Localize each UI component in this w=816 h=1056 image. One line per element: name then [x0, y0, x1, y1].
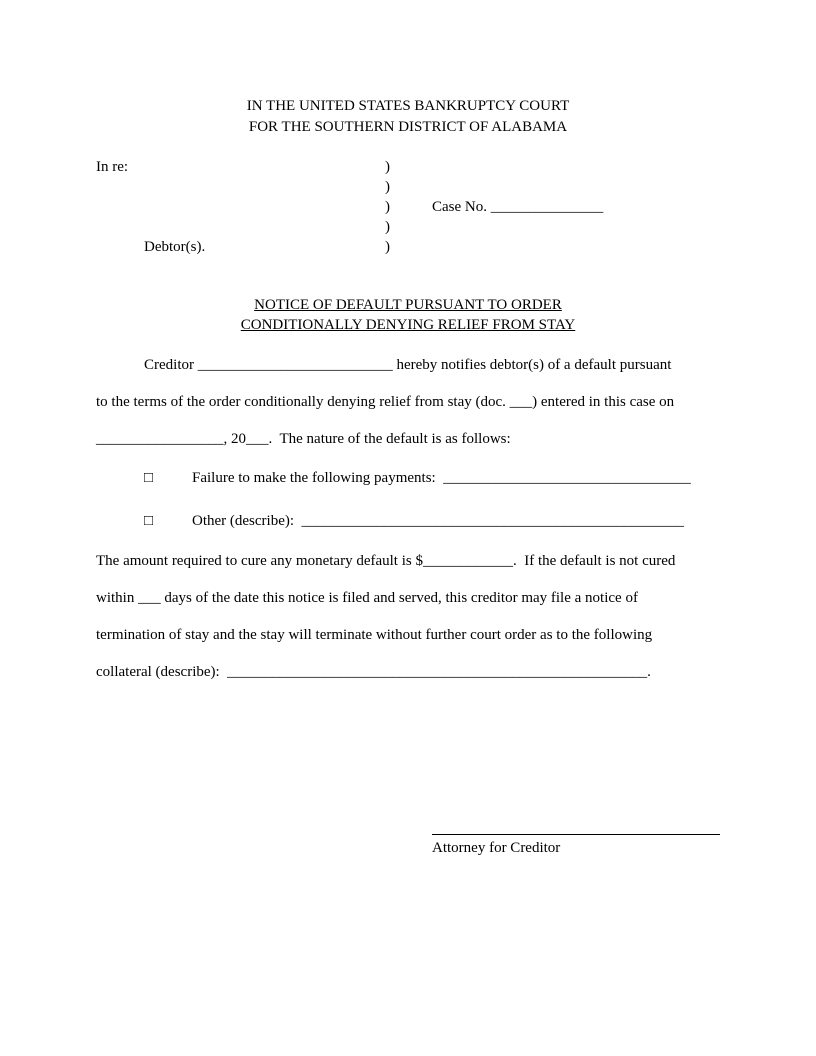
court-name-line2: FOR THE SOUTHERN DISTRICT OF ALABAMA	[248, 119, 568, 135]
court-name-line1: IN THE UNITED STATES BANKRUPTCY COURT	[246, 98, 570, 114]
body-paragraph2-line2: within ___ days of the date this notice is filed and served, this creditor may file a notice of	[96, 590, 638, 606]
signature-line	[432, 834, 720, 835]
body-paragraph1-line2: to the terms of the order conditionally denying relief from stay (doc. ___) entered in this case on	[96, 394, 675, 410]
caption-paren-4: )	[385, 219, 390, 235]
caption-paren-3: )	[385, 199, 390, 215]
checkbox-icon: □	[144, 513, 154, 529]
notice-title-line1: NOTICE OF DEFAULT PURSUANT TO ORDER	[254, 297, 562, 313]
signature-label: Attorney for Creditor	[432, 840, 561, 856]
notice-title-line2: CONDITIONALLY DENYING RELIEF FROM STAY	[240, 317, 576, 333]
body-paragraph1-line3: _________________, 20___. The nature of the default is as follows:	[96, 431, 511, 447]
body-paragraph2-line4: collateral (describe): ________________________________________________________.	[96, 664, 651, 680]
option-other: Other (describe): ___________________________________________________	[192, 513, 685, 529]
checkbox-icon: □	[144, 470, 154, 486]
caption-paren-2: )	[385, 179, 390, 195]
case-number-field: Case No. _______________	[432, 199, 604, 215]
caption-paren-1: )	[385, 159, 390, 175]
body-paragraph2-line1: The amount required to cure any monetary default is $____________. If the default is not cured	[96, 553, 676, 569]
body-paragraph2-line3: termination of stay and the stay will terminate without further court order as to the following	[96, 627, 653, 643]
debtor-label: Debtor(s).	[144, 239, 206, 255]
caption-paren-5: )	[385, 239, 390, 255]
body-paragraph1-line1: Creditor __________________________ hereby notifies debtor(s) of a default pursuant	[144, 357, 672, 373]
option-failure-to-pay: Failure to make the following payments: _________________________________	[192, 470, 691, 486]
in-re-label: In re:	[96, 159, 129, 175]
